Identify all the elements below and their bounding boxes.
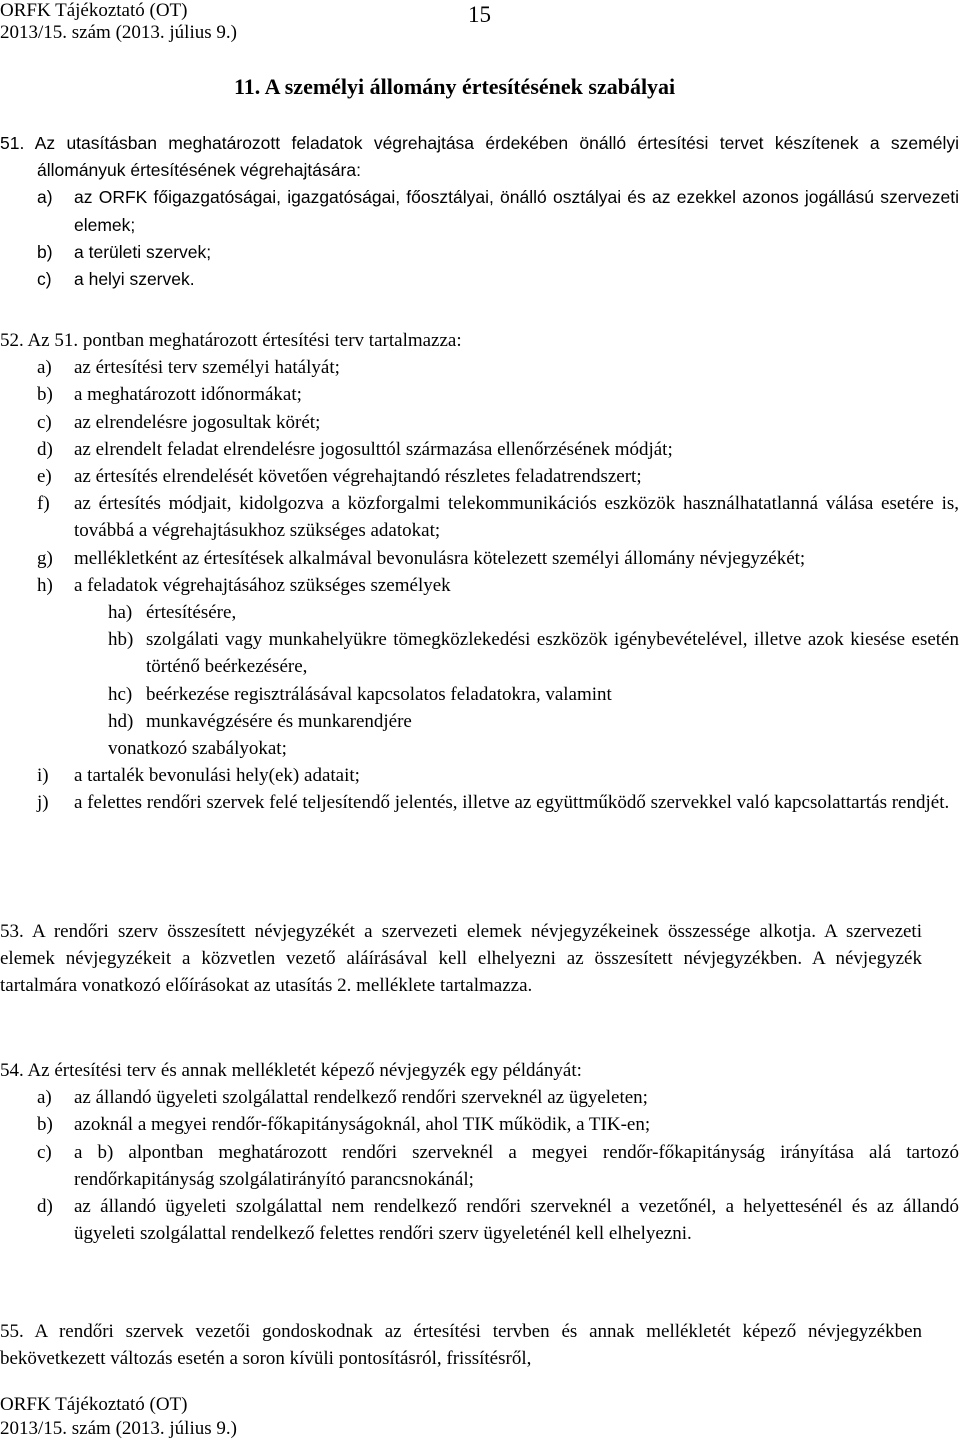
list-item-text: mellékletként az értesítések alkalmával bevonulásra kötelezett személyi állomány névjegyzékét; bbox=[74, 547, 806, 569]
list-item-text: az elrendelésre jogosultak körét; bbox=[74, 411, 321, 433]
list-item-text: az elrendelt feladat elrendelésre jogosulttól származása ellenőrzésének módját; bbox=[74, 438, 673, 460]
list-item bbox=[37, 436, 959, 463]
list-item-text: az értesítés módjait, kidolgozva a közforgalmi telekommunikációs eszközök használhatatlanná válása esetére is, továbbá a végrehajtásukhoz szükséges adatokat; bbox=[74, 493, 959, 542]
list-item bbox=[37, 1084, 959, 1111]
list-item bbox=[37, 1193, 959, 1247]
sub-list-item-label: hc) bbox=[108, 683, 133, 705]
list-item-text: a feladatok végrehajtásához szükséges személyek bbox=[74, 574, 451, 596]
paragraph-54-text: 54. Az értesítési terv és annak mellékletét képező névjegyzék egy példányát: bbox=[0, 1060, 582, 1081]
list-item-label: g) bbox=[37, 547, 53, 569]
header-issue: 2013/15. szám (2013. július 9.) bbox=[0, 22, 237, 43]
list-item-label: c) bbox=[37, 1141, 52, 1163]
list-item-text: az értesítés elrendelését követően végrehajtandó részletes feladatrendszert; bbox=[74, 466, 642, 488]
paragraph-51 bbox=[0, 130, 959, 293]
list-item-text: a helyi szervek. bbox=[74, 269, 195, 290]
list-item-label: i) bbox=[37, 765, 49, 787]
paragraph-55 bbox=[0, 1318, 959, 1372]
list-item-label: d) bbox=[37, 438, 53, 460]
list-item-label: c) bbox=[37, 411, 52, 433]
list-item-label: j) bbox=[37, 792, 49, 814]
list-item-text: az állandó ügyeleti szolgálattal rendelkező rendőri szerveknél az ügyeleten; bbox=[74, 1087, 648, 1109]
sub-list-item-text: értesítésére, bbox=[146, 602, 237, 624]
list-item-text: a tartalék bevonulási hely(ek) adatait; bbox=[74, 765, 360, 787]
list-item-text: a b) alpontban meghatározott rendőri szerveknél a megyei rendőr-főkapitányság irányítása alá tartozó rendőrkapitányság szolgálatirányító parancsnokánál; bbox=[74, 1141, 959, 1190]
sub-list-item-text: munkavégzésére és munkarendjére bbox=[146, 710, 412, 732]
list-item bbox=[37, 266, 959, 293]
list-item-label: b) bbox=[37, 1114, 53, 1136]
paragraph-53 bbox=[0, 918, 959, 1000]
list-item bbox=[37, 1139, 959, 1193]
list-item bbox=[37, 354, 959, 381]
footer-publication: ORFK Tájékoztató (OT) bbox=[0, 1394, 188, 1415]
list-item bbox=[37, 1111, 959, 1138]
header-publication: ORFK Tájékoztató (OT) bbox=[0, 0, 188, 21]
list-item-label: c) bbox=[37, 269, 52, 290]
sub-list-item bbox=[37, 599, 959, 626]
list-item-text: az ORFK főigazgatóságai, igazgatóságai, főosztályai, önálló osztályai és az ezekkel azonos jogállású szervezeti elemek; bbox=[74, 187, 959, 235]
paragraph-53-text: 53. A rendőri szerv összesített névjegyzékét a szervezeti elemek névjegyzékeinek összessége alkotja. A szervezeti elemek névjegyzékeit a közvetlen vezető aláírásával kell elhelyezni az összesített névjegyzékben. A névjegyzék tartalmára vonatkozó előírásokat az utasítás 2. melléklete tartalmazza. bbox=[0, 921, 922, 997]
list-item bbox=[37, 381, 959, 408]
list-item-label: a) bbox=[37, 187, 53, 208]
list-item bbox=[37, 490, 959, 544]
paragraph-55-text: 55. A rendőri szervek vezetői gondoskodnak az értesítési tervben és annak mellékletét képező névjegyzékben bekövetkezett változás esetén a soron kívüli pontosításról, frissítésről, bbox=[0, 1321, 922, 1370]
list-item bbox=[37, 463, 959, 490]
sub-list-item-label: ha) bbox=[108, 602, 133, 624]
list-item-text: a felettes rendőri szervek felé teljesítendő jelentés, illetve az együttműködő szervekkel való kapcsolattartás rendjét. bbox=[74, 792, 950, 814]
section-title: 11. A személyi állomány értesítésének szabályai bbox=[234, 74, 676, 99]
list-item-label: a) bbox=[37, 1087, 52, 1109]
sub-list-item-label: hb) bbox=[108, 629, 134, 651]
list-item-text: az állandó ügyeleti szolgálattal nem rendelkező rendőri szerveknél a vezetőnél, a helyettesénél és az állandó ügyeleti szolgálattal rendelkező felettes rendőri szerv ügyeleténél kell elhelyezni. bbox=[74, 1196, 959, 1245]
list-item bbox=[37, 184, 959, 238]
list-item bbox=[37, 762, 959, 789]
list-item bbox=[37, 545, 959, 572]
list-item-text: a meghatározott időnormákat; bbox=[74, 384, 302, 406]
footer bbox=[0, 1393, 237, 1441]
sub-list-item-label: hd) bbox=[108, 710, 134, 732]
list-item-text: az értesítési terv személyi hatályát; bbox=[74, 357, 340, 379]
paragraph-52-text: 52. Az 51. pontban meghatározott értesítési terv tartalmazza: bbox=[0, 330, 462, 351]
sub-list-closing: vonatkozó szabályokat; bbox=[108, 738, 287, 760]
footer-issue: 2013/15. szám (2013. július 9.) bbox=[0, 1418, 237, 1439]
paragraph-51-text: 51. Az utasításban meghatározott feladatok végrehajtása érdekében önálló értesítési tervet készítenek a személyi állományuk értesítésének végrehajtására: bbox=[0, 133, 959, 181]
sub-list-item-text: beérkezése regisztrálásával kapcsolatos feladatokra, valamint bbox=[146, 683, 612, 705]
paragraph-54 bbox=[0, 1057, 959, 1247]
list-item-label: a) bbox=[37, 357, 52, 379]
list-item bbox=[37, 789, 959, 816]
list-item-label: b) bbox=[37, 384, 53, 406]
list-item-label: e) bbox=[37, 466, 52, 488]
sub-list-item bbox=[37, 681, 959, 708]
list-item-label: h) bbox=[37, 574, 53, 596]
list-item-text: a területi szervek; bbox=[74, 241, 212, 262]
page-number: 15 bbox=[468, 2, 491, 27]
list-item bbox=[37, 409, 959, 436]
paragraph-52 bbox=[0, 327, 959, 817]
sub-list-item bbox=[37, 626, 959, 680]
sub-list-item-text: szolgálati vagy munkahelyükre tömegközlekedési eszközök igénybevételével, illetve azok kiesése esetén történő beérkezésére, bbox=[146, 629, 959, 678]
list-item-text: azoknál a megyei rendőr-főkapitányságoknál, ahol TIK működik, a TIK-en; bbox=[74, 1114, 651, 1136]
list-item-label: b) bbox=[37, 241, 53, 262]
list-item bbox=[37, 239, 959, 266]
list-item-label: d) bbox=[37, 1196, 53, 1218]
list-item-label: f) bbox=[37, 493, 50, 515]
list-item bbox=[37, 572, 959, 599]
sub-list-item bbox=[37, 708, 959, 735]
